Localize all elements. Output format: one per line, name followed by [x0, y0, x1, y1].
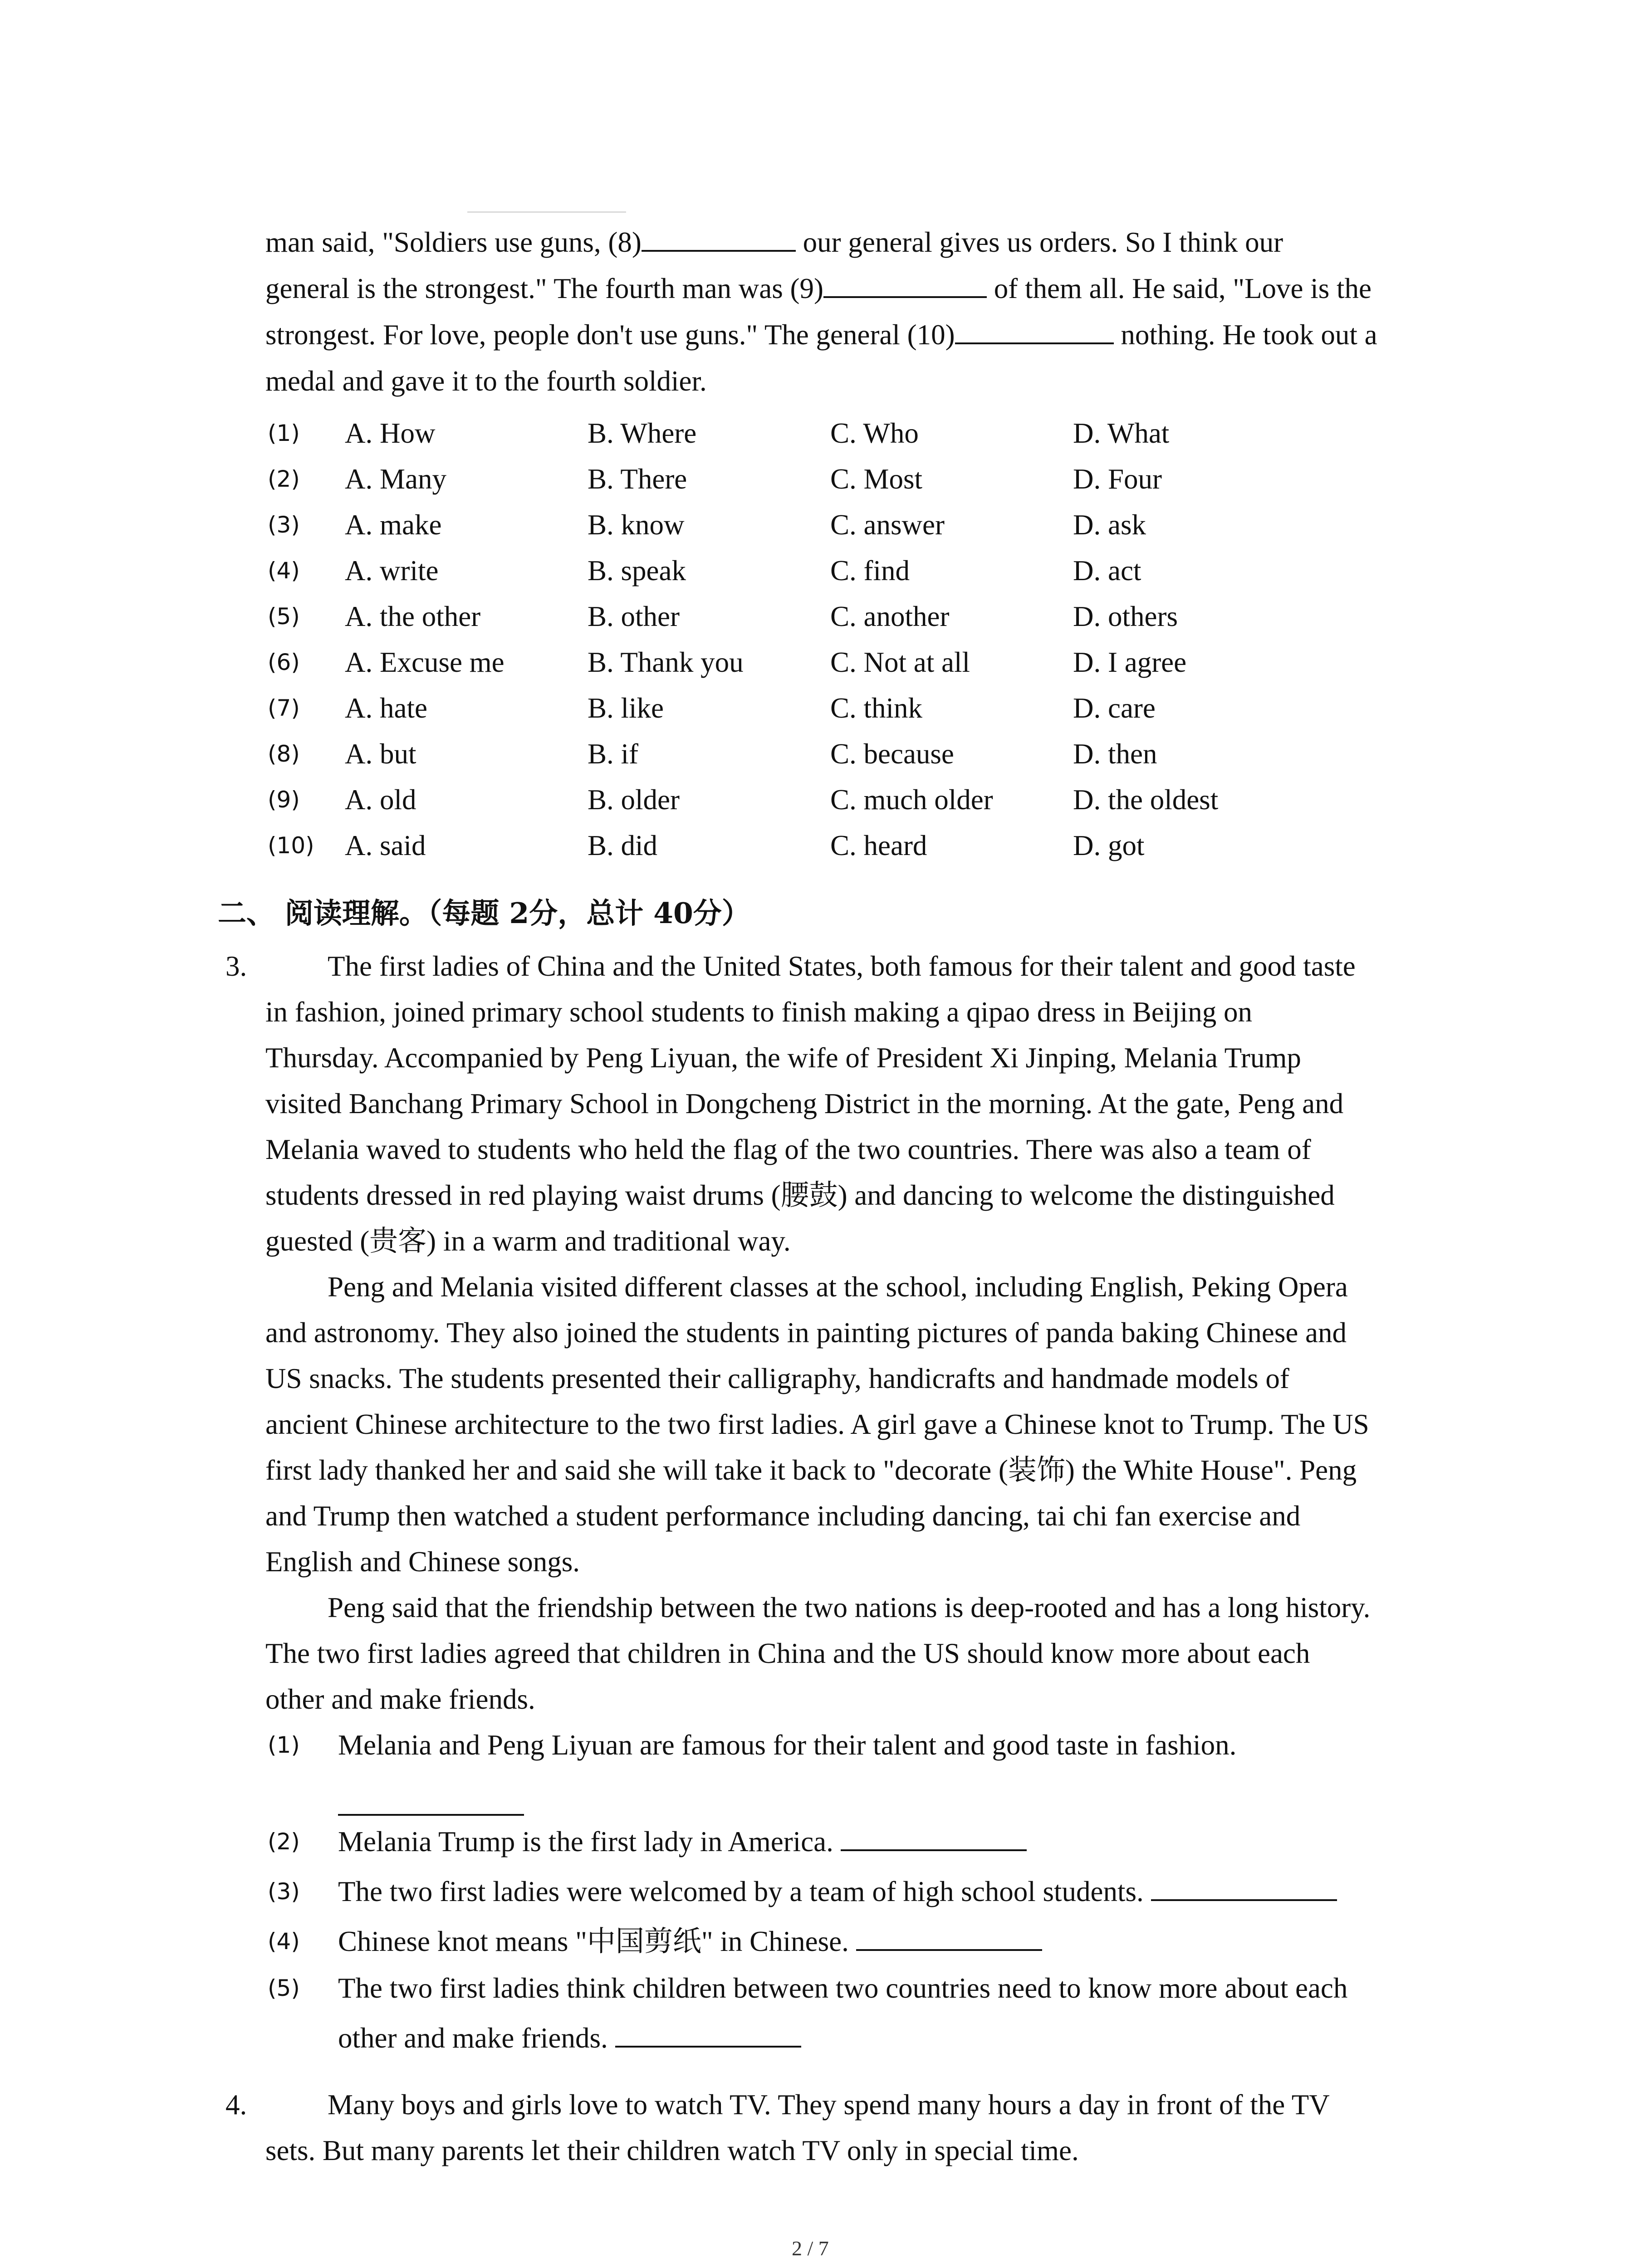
option-b[interactable]: B. There: [588, 463, 687, 495]
answer-blank[interactable]: [841, 1823, 1027, 1851]
option-number: (8): [268, 741, 300, 767]
option-d[interactable]: D. What: [1073, 417, 1170, 449]
answer-blank[interactable]: [642, 224, 796, 252]
option-number: (2): [268, 466, 300, 492]
item-text: Melania Trump is the first lady in America.: [338, 1826, 841, 1857]
paragraph-line: sets. But many parents let their children watch TV only in special time.: [265, 2135, 1079, 2166]
answer-blank[interactable]: [955, 316, 1114, 344]
paragraph-line: in fashion, joined primary school students to finish making a qipao dress in Beijing on: [265, 996, 1252, 1028]
item-number: (4): [268, 1928, 300, 1955]
option-d[interactable]: D. care: [1073, 692, 1156, 724]
option-a[interactable]: A. make: [345, 509, 442, 541]
option-row: [268, 777, 1493, 823]
paragraph-line: Thursday. Accompanied by Peng Liyuan, the wife of President Xi Jinping, Melania Trump: [265, 1042, 1301, 1074]
item-text: Chinese knot means "中国剪纸" in Chinese.: [338, 1926, 856, 1957]
option-b[interactable]: B. speak: [588, 555, 686, 587]
section-heading: 二、 阅读理解。（每题 2分，总计 40分）: [218, 896, 750, 930]
option-c[interactable]: C. Most: [830, 463, 923, 495]
option-d[interactable]: D. Four: [1073, 463, 1162, 495]
question-number: 4.: [225, 2089, 247, 2121]
true-false-item: [268, 1722, 1447, 1768]
option-a[interactable]: A. write: [345, 555, 439, 587]
item-number: (3): [268, 1878, 300, 1905]
option-b[interactable]: B. Where: [588, 417, 697, 449]
option-b[interactable]: B. did: [588, 830, 658, 861]
true-false-item: [268, 1819, 1447, 1865]
option-d[interactable]: D. I agree: [1073, 646, 1187, 678]
option-a[interactable]: A. the other: [345, 601, 481, 632]
item-text: The two first ladies were welcomed by a team of high school students.: [338, 1876, 1151, 1907]
paragraph-line: Melania waved to students who held the flag of the two countries. There was also a team of: [265, 1134, 1311, 1165]
option-a[interactable]: A. old: [345, 784, 416, 816]
option-row: [268, 411, 1493, 456]
item-number: (2): [268, 1828, 300, 1855]
passage-line: medal and gave it to the fourth soldier.: [265, 365, 707, 397]
paragraph-line: US snacks. The students presented their calligraphy, handicrafts and handmade models of: [265, 1363, 1289, 1394]
paragraph-line: and astronomy. They also joined the students in painting pictures of panda baking Chinese and: [265, 1317, 1347, 1349]
paragraph-line: visited Banchang Primary School in Dongcheng District in the morning. At the gate, Peng and: [265, 1088, 1344, 1119]
option-a[interactable]: A. hate: [345, 692, 427, 724]
passage-line: man said, "Soldiers use guns, (8) our general gives us orders. So I think our: [265, 219, 1283, 265]
option-b[interactable]: B. if: [588, 738, 639, 770]
paragraph-line: other and make friends.: [265, 1683, 535, 1715]
option-c[interactable]: C. think: [830, 692, 923, 724]
item-text: other and make friends.: [338, 2022, 615, 2054]
answer-blank[interactable]: [856, 1923, 1042, 1951]
item-number: (1): [268, 1732, 300, 1758]
option-a[interactable]: A. How: [345, 417, 436, 449]
option-d[interactable]: D. act: [1073, 555, 1141, 587]
option-c[interactable]: C. Not at all: [830, 646, 970, 678]
option-row: [268, 456, 1493, 502]
true-false-item: [268, 1919, 1447, 1965]
option-d[interactable]: D. got: [1073, 830, 1145, 861]
option-d[interactable]: D. then: [1073, 738, 1157, 770]
passage-line: general is the strongest." The fourth man was (9) of them all. He said, "Love is the: [265, 265, 1372, 312]
option-d[interactable]: D. others: [1073, 601, 1178, 632]
option-number: (5): [268, 603, 300, 630]
paragraph-line: English and Chinese songs.: [265, 1546, 580, 1578]
option-b[interactable]: B. other: [588, 601, 680, 632]
option-c[interactable]: C. answer: [830, 509, 945, 541]
item-number: (5): [268, 1975, 300, 2001]
option-number: (9): [268, 787, 300, 813]
paragraph-line: and Trump then watched a student performance including dancing, tai chi fan exercise and: [265, 1500, 1301, 1532]
option-c[interactable]: C. heard: [830, 830, 927, 861]
paragraph-line: ancient Chinese architecture to the two first ladies. A girl gave a Chinese knot to Trump. The US: [265, 1408, 1369, 1440]
option-b[interactable]: B. like: [588, 692, 664, 724]
option-row: [268, 502, 1493, 548]
question-number: 3.: [225, 950, 247, 982]
option-b[interactable]: B. Thank you: [588, 646, 744, 678]
option-c[interactable]: C. because: [830, 738, 954, 770]
option-number: (3): [268, 512, 300, 538]
option-a[interactable]: A. Excuse me: [345, 646, 505, 678]
option-a[interactable]: A. Many: [345, 463, 446, 495]
paragraph-line: first lady thanked her and said she will take it back to "decorate (装饰) the White House". Peng: [265, 1454, 1357, 1486]
true-false-item-continued: [338, 2015, 1427, 2061]
option-number: (1): [268, 420, 300, 446]
option-number: (6): [268, 649, 300, 675]
true-false-item: [268, 1869, 1447, 1915]
option-b[interactable]: B. older: [588, 784, 680, 816]
paragraph-line: students dressed in red playing waist drums (腰鼓) and dancing to welcome the distinguished: [265, 1179, 1335, 1211]
option-number: (4): [268, 557, 300, 584]
paragraph-line: Many boys and girls love to watch TV. They spend many hours a day in front of the TV: [328, 2089, 1330, 2121]
paragraph-line: Peng said that the friendship between the two nations is deep-rooted and has a long history.: [328, 1592, 1371, 1623]
item-text: Melania and Peng Liyuan are famous for their talent and good taste in fashion.: [338, 1729, 1237, 1761]
paragraph-line: Peng and Melania visited different classes at the school, including English, Peking Opera: [328, 1271, 1348, 1303]
option-d[interactable]: D. ask: [1073, 509, 1146, 541]
item-text: The two first ladies think children between two countries need to know more about each: [338, 1972, 1348, 2004]
option-number: (10): [268, 832, 314, 859]
answer-blank[interactable]: [1151, 1873, 1337, 1901]
option-number: (7): [268, 695, 300, 721]
option-row: [268, 594, 1493, 640]
answer-blank[interactable]: [338, 1814, 524, 1816]
option-c[interactable]: C. another: [830, 601, 950, 632]
paragraph-line: guested (贵客) in a warm and traditional way.: [265, 1225, 791, 1257]
option-b[interactable]: B. know: [588, 509, 685, 541]
answer-blank[interactable]: [615, 2019, 801, 2048]
option-c[interactable]: C. find: [830, 555, 910, 587]
passage-line: strongest. For love, people don't use guns." The general (10) nothing. He took out a: [265, 312, 1377, 358]
paragraph-line: The two first ladies agreed that children in China and the US should know more about each: [265, 1637, 1310, 1669]
option-c[interactable]: C. much older: [830, 784, 993, 816]
paragraph-line: The first ladies of China and the United States, both famous for their talent and good taste: [328, 950, 1356, 982]
option-row: [268, 548, 1493, 594]
option-c[interactable]: C. Who: [830, 417, 919, 449]
option-d[interactable]: D. the oldest: [1073, 784, 1219, 816]
option-a[interactable]: A. but: [345, 738, 416, 770]
option-a[interactable]: A. said: [345, 830, 426, 861]
option-row: [268, 685, 1493, 731]
option-row: [268, 823, 1493, 869]
header-rule: [467, 211, 626, 213]
page-number: 2 / 7: [792, 2237, 829, 2260]
true-false-item: [268, 1965, 1447, 2011]
answer-blank[interactable]: [823, 270, 987, 298]
option-row: [268, 640, 1493, 685]
option-row: [268, 731, 1493, 777]
